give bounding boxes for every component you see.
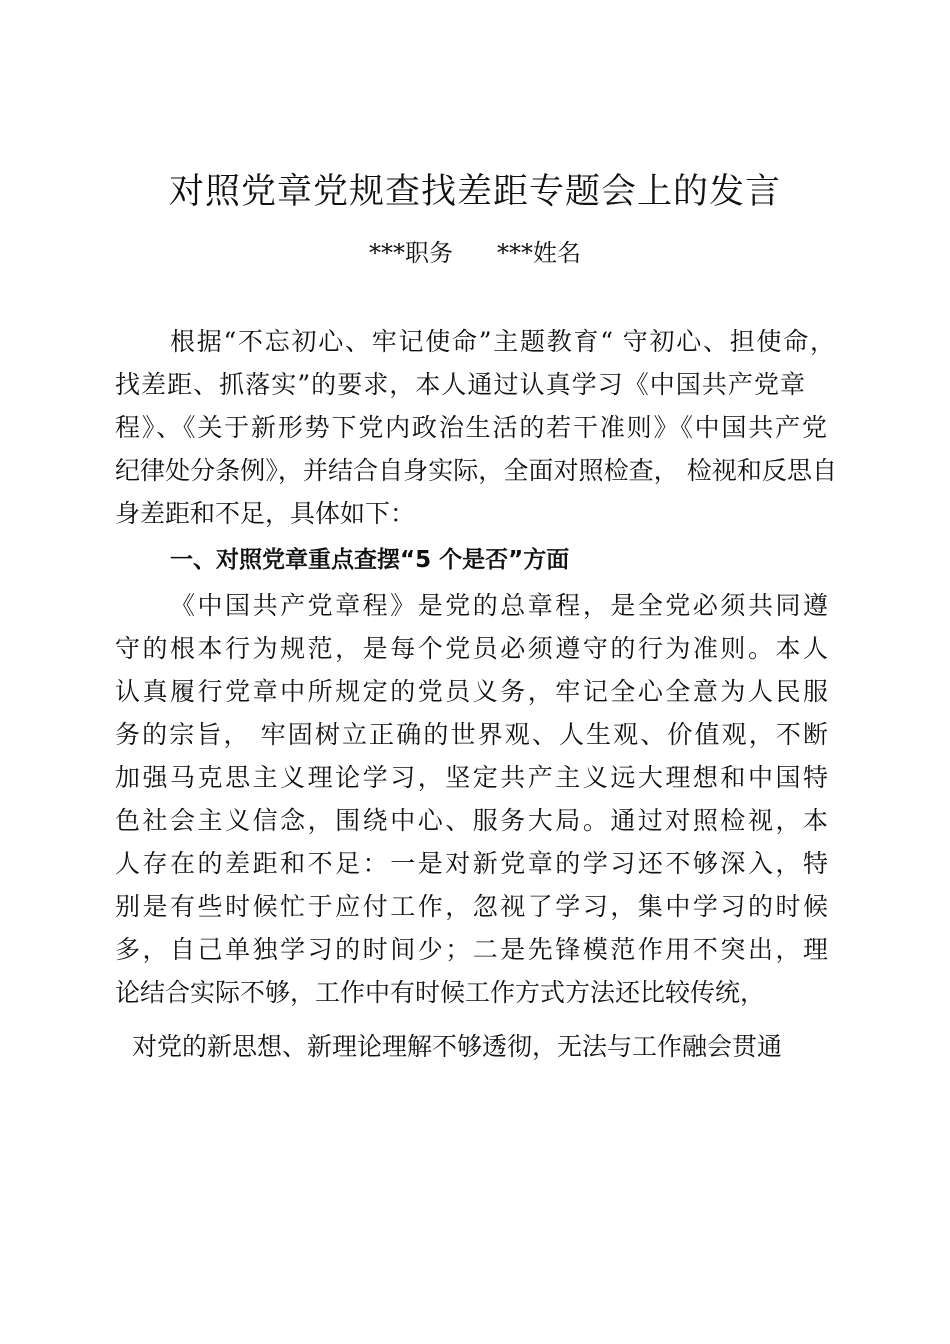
section-heading: 一、对照党章重点查摆“5 个是否”方面	[170, 547, 570, 573]
intro-line: 程》、《关于新形势下党内政治生活的若干准则》《中国共产党	[115, 413, 827, 442]
body-line: 别是有些时候忙于应付工作，忽视了学习，集中学习的时候	[115, 892, 828, 921]
intro-line: 根据“不忘初心、牢记使命”主题教育“ 守初心、担使命，	[170, 327, 835, 356]
byline-name: ***姓名	[497, 239, 581, 267]
body-line: 加强马克思主义理论学习，坚定共产主义远大理想和中国特	[115, 763, 828, 792]
body-line: 色社会主义信念，围绕中心、服务大局。通过对照检视，本	[115, 806, 828, 835]
body-line: 多，自己单独学习的时间少；二是先锋模范作用不突出，理	[115, 935, 828, 964]
body-line: 务的宗旨， 牢固树立正确的世界观、人生观、价值观，不断	[115, 720, 828, 749]
body-line: 论结合实际不够，工作中有时候工作方式方法还比较传统，	[115, 978, 766, 1007]
byline-position: ***职务	[369, 239, 453, 267]
intro-line: 身差距和不足，具体如下：	[115, 499, 416, 528]
body-line: 《中国共产党章程》是党的总章程，是全党必须共同遵	[170, 591, 828, 620]
final-line: 对党的新思想、新理论理解不够透彻，无法与工作融会贯通	[132, 1032, 783, 1061]
body-line: 守的根本行为规范，是每个党员必须遵守的行为准则。本人	[115, 634, 828, 663]
body-line: 人存在的差距和不足：一是对新党章的学习还不够深入，特	[115, 849, 828, 878]
intro-line: 找差距、抓落实”的要求，本人通过认真学习《中国共产党章	[115, 370, 805, 399]
document-title: 对照党章党规查找差距专题会上的发言	[168, 172, 781, 212]
body-line: 认真履行党章中所规定的党员义务，牢记全心全意为人民服	[115, 677, 828, 706]
byline	[0, 236, 950, 270]
intro-line: 纪律处分条例》，并结合自身实际，全面对照检查， 检视和反思自	[115, 456, 837, 485]
